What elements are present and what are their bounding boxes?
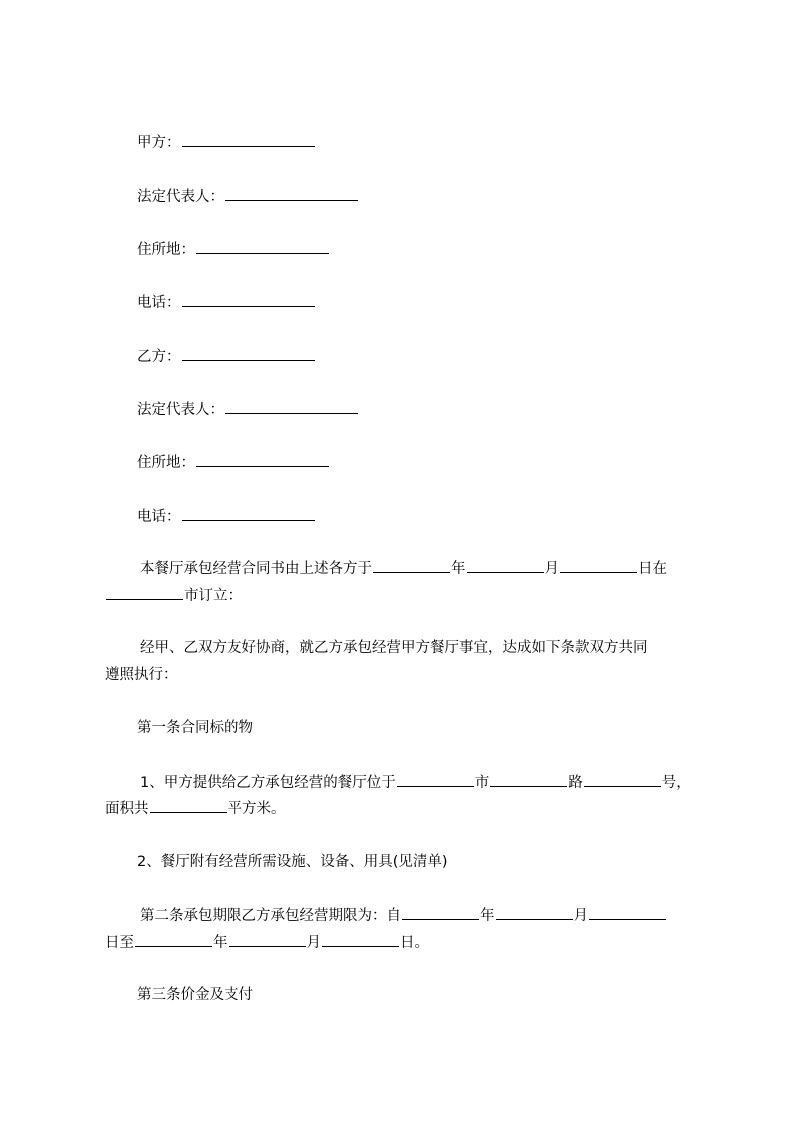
article-1-item-1-line-1: [140, 772, 691, 793]
term-start-year-blank: [402, 905, 479, 920]
term-start-month-blank: [496, 905, 573, 920]
term-end-year: 年: [213, 935, 228, 951]
city-label: 市: [474, 775, 490, 791]
preamble-line-2: [105, 665, 178, 685]
preamble-text-2: 遵照执行：: [105, 667, 178, 683]
party-b-phone-label: 电话：: [137, 509, 181, 525]
party-a-label: 甲方：: [137, 135, 181, 151]
party-b-blank: [182, 346, 315, 361]
article-1-item-1-text: 1、甲方提供给乙方承包经营的餐厅位于: [140, 775, 396, 791]
party-b-phone-blank: [182, 506, 315, 521]
party-a-address-line: [137, 239, 330, 260]
party-a-rep-label: 法定代表人：: [137, 189, 224, 205]
article-3-title-text: 第三条价金及支付: [137, 987, 253, 1003]
article-1-title-text: 第一条合同标的物: [137, 720, 253, 736]
party-b-rep-blank: [225, 399, 358, 414]
party-b-address-blank: [196, 452, 329, 467]
intro-text: 本餐厅承包经营合同书由上述各方于: [140, 561, 372, 577]
party-b-phone-line: [137, 506, 316, 527]
number-blank: [584, 772, 661, 787]
term-end-year-blank: [135, 932, 212, 947]
term-start-year: 年: [480, 908, 495, 924]
road-label: 路: [568, 775, 583, 791]
party-b-label: 乙方：: [137, 349, 181, 365]
preamble-line-1: [140, 638, 648, 658]
intro-city-blank: [106, 585, 183, 600]
party-b-address-line: [137, 452, 330, 473]
intro-line-1: [140, 558, 667, 579]
term-end-day-blank: [322, 932, 399, 947]
article-2-line-1: [140, 905, 667, 926]
article-2-line-2: [105, 932, 429, 953]
intro-day-blank: [560, 558, 637, 573]
party-b-rep-label: 法定代表人：: [137, 402, 224, 418]
intro-month-blank: [467, 558, 544, 573]
party-b-address-label: 住所地：: [137, 455, 195, 471]
article-1-title: [137, 718, 253, 738]
preamble-text-1: 经甲、乙双方友好协商，就乙方承包经营甲方餐厅事宜，达成如下条款双方共同: [140, 640, 648, 656]
party-a-phone-label: 电话：: [137, 295, 181, 311]
intro-line-2: [105, 585, 242, 606]
party-a-blank: [182, 132, 315, 147]
intro-year: 年: [451, 561, 466, 577]
term-start-month: 月: [573, 908, 588, 924]
party-a-phone-line: [137, 292, 316, 313]
party-a-address-blank: [196, 239, 329, 254]
party-a-rep-blank: [225, 186, 358, 201]
area-blank: [150, 798, 227, 813]
party-b-line: [137, 346, 316, 367]
party-a-rep-line: [137, 186, 359, 207]
intro-day-at: 日在: [638, 561, 667, 577]
term-end-month: 月: [306, 935, 321, 951]
intro-city-signed: 市订立：: [184, 588, 242, 604]
article-1-item-2: [137, 852, 448, 872]
term-start-day-blank: [589, 905, 666, 920]
party-a-line: [137, 132, 316, 153]
city-blank: [397, 772, 474, 787]
article-2-text: 第二条承包期限乙方承包经营期限为：自: [140, 908, 401, 924]
road-blank: [490, 772, 567, 787]
number-label: 号，: [661, 775, 691, 791]
article-1-item-1-line-2: [105, 798, 286, 819]
party-a-phone-blank: [182, 292, 315, 307]
term-end-month-blank: [229, 932, 306, 947]
article-1-item-2-text: 2、餐厅附有经营所需设施、设备、用具(见清单): [137, 854, 448, 870]
intro-month: 月: [544, 561, 559, 577]
area-prefix: 面积共: [105, 801, 149, 817]
party-a-address-label: 住所地：: [137, 242, 195, 258]
party-b-rep-line: [137, 399, 359, 420]
intro-year-blank: [373, 558, 450, 573]
term-day-to: 日至: [105, 935, 134, 951]
article-3-title: [137, 985, 253, 1005]
term-day-end: 日。: [400, 935, 429, 951]
area-suffix: 平方米。: [227, 801, 286, 817]
